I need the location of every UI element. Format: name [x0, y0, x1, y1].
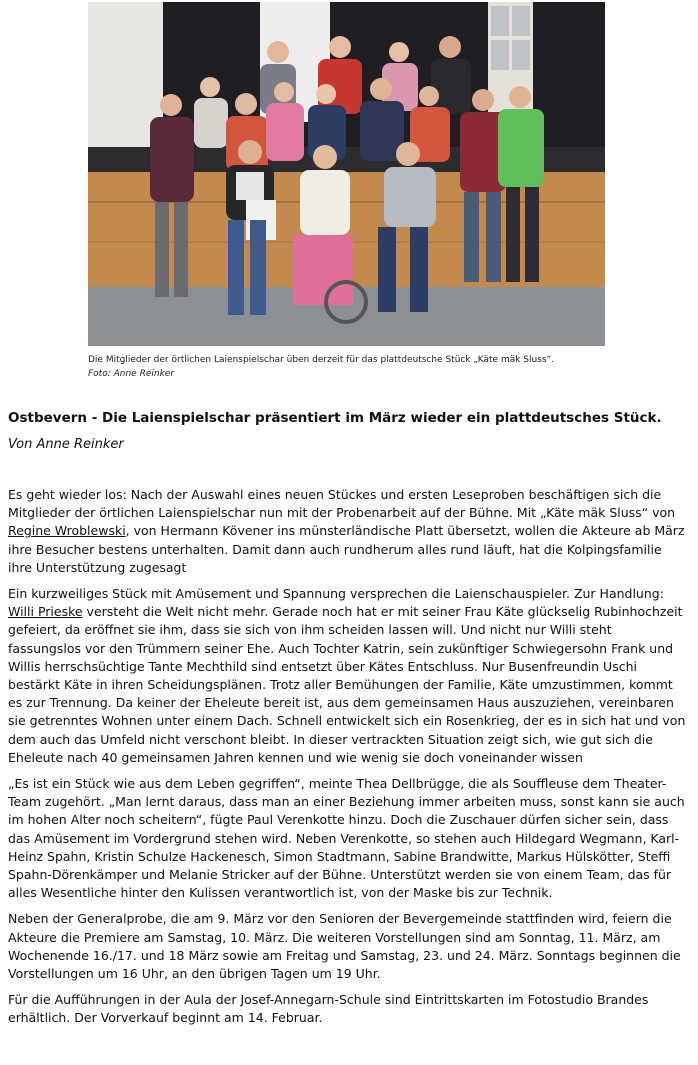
paragraph-3: „Es ist ein Stück wie aus dem Leben gegriffen“, meinte Thea Dellbrügge, die als Souffleuse dem Theater-Team zugehört. „Man lernt daraus, dass man an einer Beziehung immer arbeiten muss, sonst kann sie auch im hohen Alter noch scheitern“, fügte Paul Verenkotte hinzu. Doch die Zuschauer dürfen sicher sein, dass das Amüsement im Vordergrund stehen wird. Neben Verenkotte, so stehen auch Hildegard Wegmann, Karl-Heinz Spahn, Kristin Schulze Hackenesch, Simon Stadtmann, Sabine Brandwitte, Markus Hülskötter, Steffi Spahn-Dörenkämper und Melanie Stricker auf der Bühne. Unterstützt werden sie von einem Team, das für alles Wesentliche hinter den Kulissen verantwortlich ist, von der Maske bis zur Technik. [8, 776, 685, 901]
paragraph-4: Neben der Generalprobe, die am 9. März vor den Senioren der Bevergemeinde stattfinden wird, feiern die Akteure die Premiere am Samstag, 10. März. Die weiteren Vorstellungen sind am Sonntag, 11. März, am Wochenende 16./17. und 18 März sowie am Freitag und Samstag, 23. und 24. März. Sonntags beginnen die Vorstellungen um 16 Uhr, an den übrigen Tagen um 19 Uhr. [8, 911, 681, 982]
character-link[interactable]: Willi Prieske [8, 604, 83, 620]
article-body [8, 486, 688, 1036]
paragraph-1 [8, 486, 688, 577]
p1-text-a: Es geht wieder los: Nach der Auswahl eines neuen Stückes und ersten Leseproben beschäftigen sich die Mitglieder der örtlichen Laienspielschar nun mit der Probenarbeit auf der Bühne. Mit „Käte mäk Sluss“ von [8, 487, 676, 521]
author-link[interactable]: Regine Wroblewski [8, 523, 126, 539]
paragraph-2 [8, 585, 688, 767]
article-byline: Von Anne Reinker [8, 437, 124, 452]
paragraph-5: Für die Aufführungen in der Aula der Josef-Annegarn-Schule sind Eintrittskarten im Fotostudio Brandes erhältlich. Der Vorverkauf beginnt am 14. Februar. [8, 992, 649, 1026]
photo-credit: Foto: Anne Reinker [88, 369, 175, 379]
group-photo [88, 2, 605, 346]
photo-caption [88, 353, 628, 381]
p2-text-b: versteht die Welt nicht mehr. Gerade noch hat er mit seiner Frau Käte glückselig Rubinhochzeit gefeiert, da eröffnet sie ihm, dass sie sich von ihm scheiden lassen will. Und nicht nur Willi steht fassungslos vor den Trümmern seiner Ehe. Auch Tochter Katrin, sein zukünftiger Schwiegersohn Frank und Willis herrschsüchtige Tante Mechthild sind entsetzt über Kätes Entschluss. Nur Busenfreundin Uschi bestärkt Käte in ihren Scheidungsplänen. Trotz aller Bemühungen der Familie, Käte umzustimmen, kommt es zur Trennung. Da keiner der Eheleute bereit ist, aus dem gemeinsamen Haus auszuziehen, vereinbaren sie getrenntes Wohnen unter einem Dach. Schnell entwickelt sich ein Rosenkrieg, der es in sich hat und von dem auch das Umfeld nicht verschont bleibt. In dieser vertrackten Situation zeigt sich, wie gut sich die Eheleute nach 40 gemeinsamen Jahren kennen und wie wenig sie doch voneinander wissen [8, 604, 686, 765]
p1-text-b: , von Hermann Kövener ins münsterländische Platt übersetzt, wollen die Akteure ab März ihre Besucher bestens unterhalten. Damit dann auch rundherum alles rund läuft, hat die Kolpingsfamilie ihre Unterstützung zugesagt [8, 523, 685, 575]
article-headline: Ostbevern - Die Laienspielschar präsentiert im März wieder ein plattdeutsches Stück. [8, 410, 662, 426]
group-photo-illustration [88, 2, 605, 346]
p2-text-a: Ein kurzweiliges Stück mit Amüsement und Spannung versprechen die Laienschauspieler. Zur Handlung: [8, 586, 664, 602]
caption-text: Die Mitglieder der örtlichen Laienspielschar üben derzeit für das plattdeutsche Stück „Käte mäk Sluss“. [88, 355, 555, 365]
